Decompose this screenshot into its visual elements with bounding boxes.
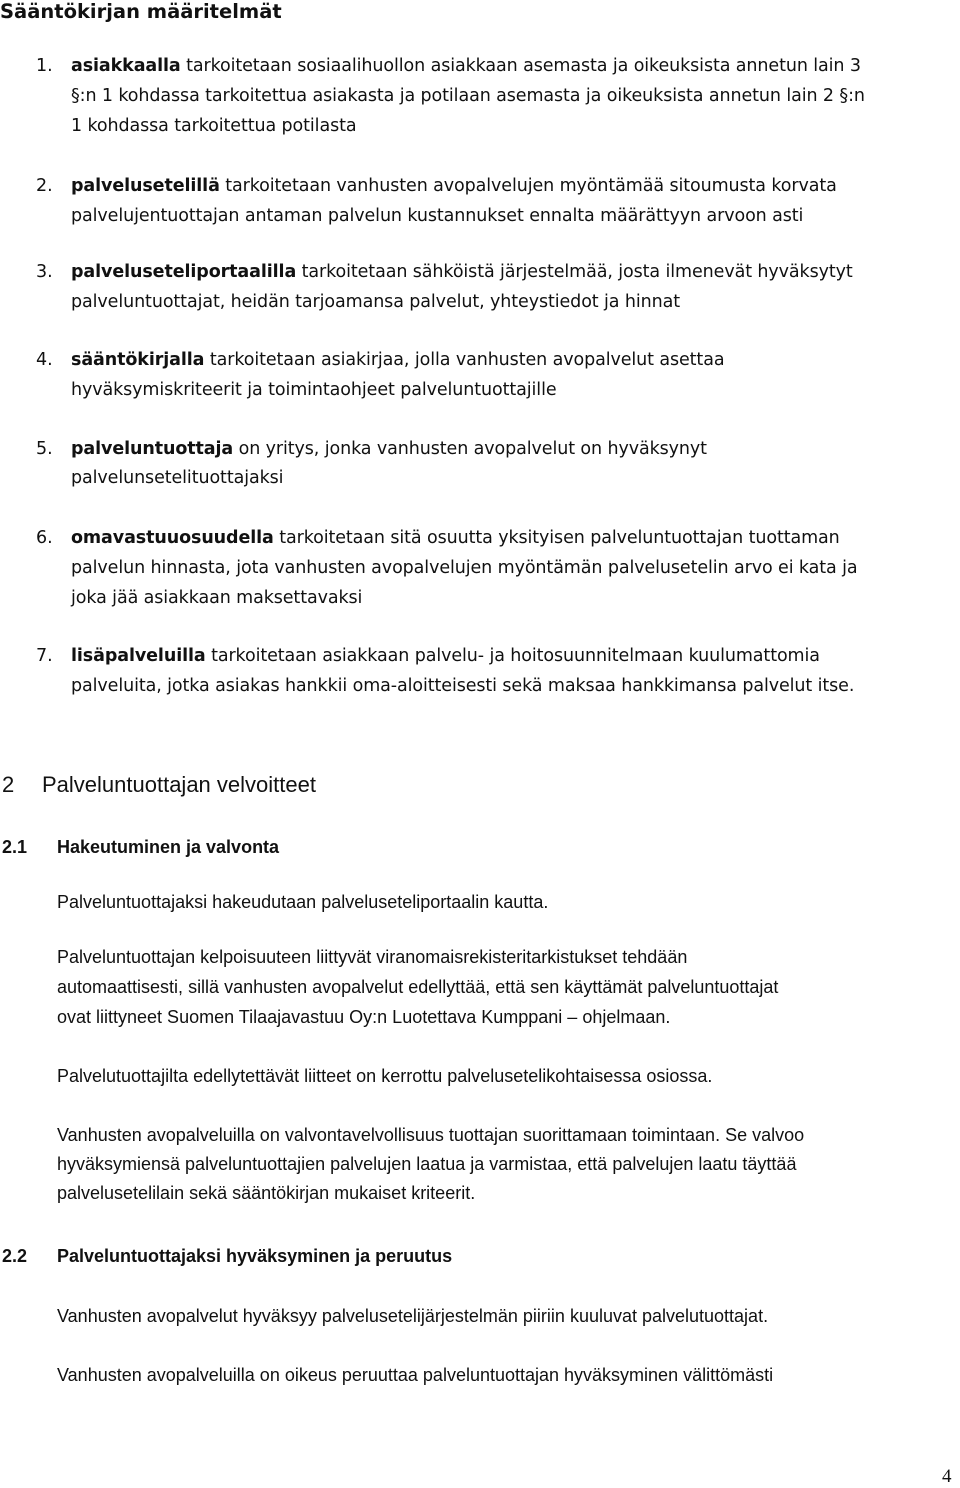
list-item-line: palvelunsetelituottajaksi [71, 468, 284, 488]
paragraph-line: Palvelutuottajilta edellytettävät liitteet on kerrottu palvelusetelikohtaisessa osiossa. [57, 1066, 713, 1086]
paragraph-line: Vanhusten avopalveluilla on oikeus peruuttaa palveluntuottajan hyväksyminen välittömästi [57, 1365, 774, 1385]
list-item-line [71, 646, 820, 666]
list-item-number: 6. [36, 528, 53, 548]
list-item-line: palveluita, jotka asiakas hankkii oma-aloitteisesti sekä maksaa hankkimansa palvelut itse. [71, 676, 855, 696]
subsection-number: 2.1 [2, 837, 28, 857]
list-item-line: palveluntuottajat, heidän tarjoamansa palvelut, yhteystiedot ja hinnat [71, 292, 680, 312]
subsection-heading: Palveluntuottajaksi hyväksyminen ja peruutus [57, 1246, 453, 1266]
list-item-line: 1 kohdassa tarkoitettua potilasta [71, 116, 357, 136]
list-item-number: 2. [36, 176, 53, 196]
list-item-number: 4. [36, 350, 53, 370]
list-item-line: palvelun hinnasta, jota vanhusten avopalvelujen myöntämän palvelusetelin arvo ei kata ja [71, 558, 858, 578]
definition-text: tarkoitetaan vanhusten avopalvelujen myöntämää sitoumusta korvata [219, 176, 837, 196]
definition-text: on yritys, jonka vanhusten avopalvelut on hyväksynyt [233, 439, 707, 459]
list-item-line: hyväksymiskriteerit ja toimintaohjeet palveluntuottajille [71, 380, 557, 400]
paragraph-line: Palveluntuottajan kelpoisuuteen liittyvät viranomaisrekisteritarkistukset tehdään [57, 947, 688, 967]
definition-text: tarkoitetaan sosiaalihuollon asiakkaan asemasta ja oikeuksista annetun lain 3 [180, 56, 861, 76]
list-item-line [71, 350, 724, 370]
subsection-number: 2.2 [2, 1246, 28, 1266]
definition-text: tarkoitetaan sitä osuutta yksityisen palveluntuottajan tuottaman [273, 528, 840, 548]
page-title: Sääntökirjan määritelmät [0, 0, 282, 23]
definition-term: sääntökirjalla [71, 350, 205, 370]
list-item-number: 1. [36, 56, 53, 76]
page-number: 4 [942, 1466, 952, 1487]
subsection-heading: Hakeutuminen ja valvonta [57, 837, 280, 857]
paragraph-line: ovat liittyneet Suomen Tilaajavastuu Oy:n Luotettava Kumppani – ohjelmaan. [57, 1007, 671, 1027]
definition-term: palveluntuottaja [71, 439, 234, 459]
list-item-number: 3. [36, 262, 53, 282]
list-item-line: joka jää asiakkaan maksettavaksi [71, 588, 363, 608]
section-heading: Palveluntuottajan velvoitteet [42, 772, 316, 797]
paragraph-line: palvelusetelilain sekä sääntökirjan mukaiset kriteerit. [57, 1183, 476, 1203]
list-item-line: §:n 1 kohdassa tarkoitettua asiakasta ja potilaan asemasta ja oikeuksista annetun lain 2 §:n [71, 86, 865, 106]
paragraph-line: Palveluntuottajaksi hakeudutaan palveluseteliportaalin kautta. [57, 892, 549, 912]
list-item-number: 5. [36, 439, 53, 459]
list-item-line: palvelujentuottajan antaman palvelun kustannukset ennalta määrättyyn arvoon asti [71, 206, 804, 226]
list-item-line [71, 528, 840, 548]
definition-term: palveluseteliportaalilla [71, 262, 297, 282]
paragraph-line: hyväksymiensä palveluntuottajien palvelujen laatua ja varmistaa, että palvelujen laatu täyttää [57, 1154, 797, 1174]
list-item-number: 7. [36, 646, 53, 666]
definition-text: tarkoitetaan asiakirjaa, jolla vanhusten avopalvelut asettaa [204, 350, 725, 370]
paragraph-line: automaattisesti, sillä vanhusten avopalvelut edellyttää, että sen käyttämät palveluntuottajat [57, 977, 779, 997]
definition-term: palvelusetelillä [71, 176, 220, 196]
list-item-line [71, 439, 707, 459]
definition-term: asiakkaalla [71, 56, 181, 76]
definition-term: omavastuuosuudella [71, 528, 274, 548]
list-item-line [71, 176, 837, 196]
list-item-line [71, 56, 861, 76]
paragraph-line: Vanhusten avopalveluilla on valvontavelvollisuus tuottajan suorittamaan toimintaan. Se valvoo [57, 1125, 805, 1145]
definition-text: tarkoitetaan asiakkaan palvelu- ja hoitosuunnitelmaan kuulumattomia [205, 646, 820, 666]
list-item-line [71, 262, 853, 282]
definition-text: tarkoitetaan sähköistä järjestelmää, josta ilmenevät hyväksytyt [296, 262, 853, 282]
paragraph-line: Vanhusten avopalvelut hyväksyy palvelusetelijärjestelmän piiriin kuuluvat palvelutuottajat. [57, 1306, 769, 1326]
definition-term: lisäpalveluilla [71, 646, 206, 666]
section-number: 2 [2, 772, 15, 797]
